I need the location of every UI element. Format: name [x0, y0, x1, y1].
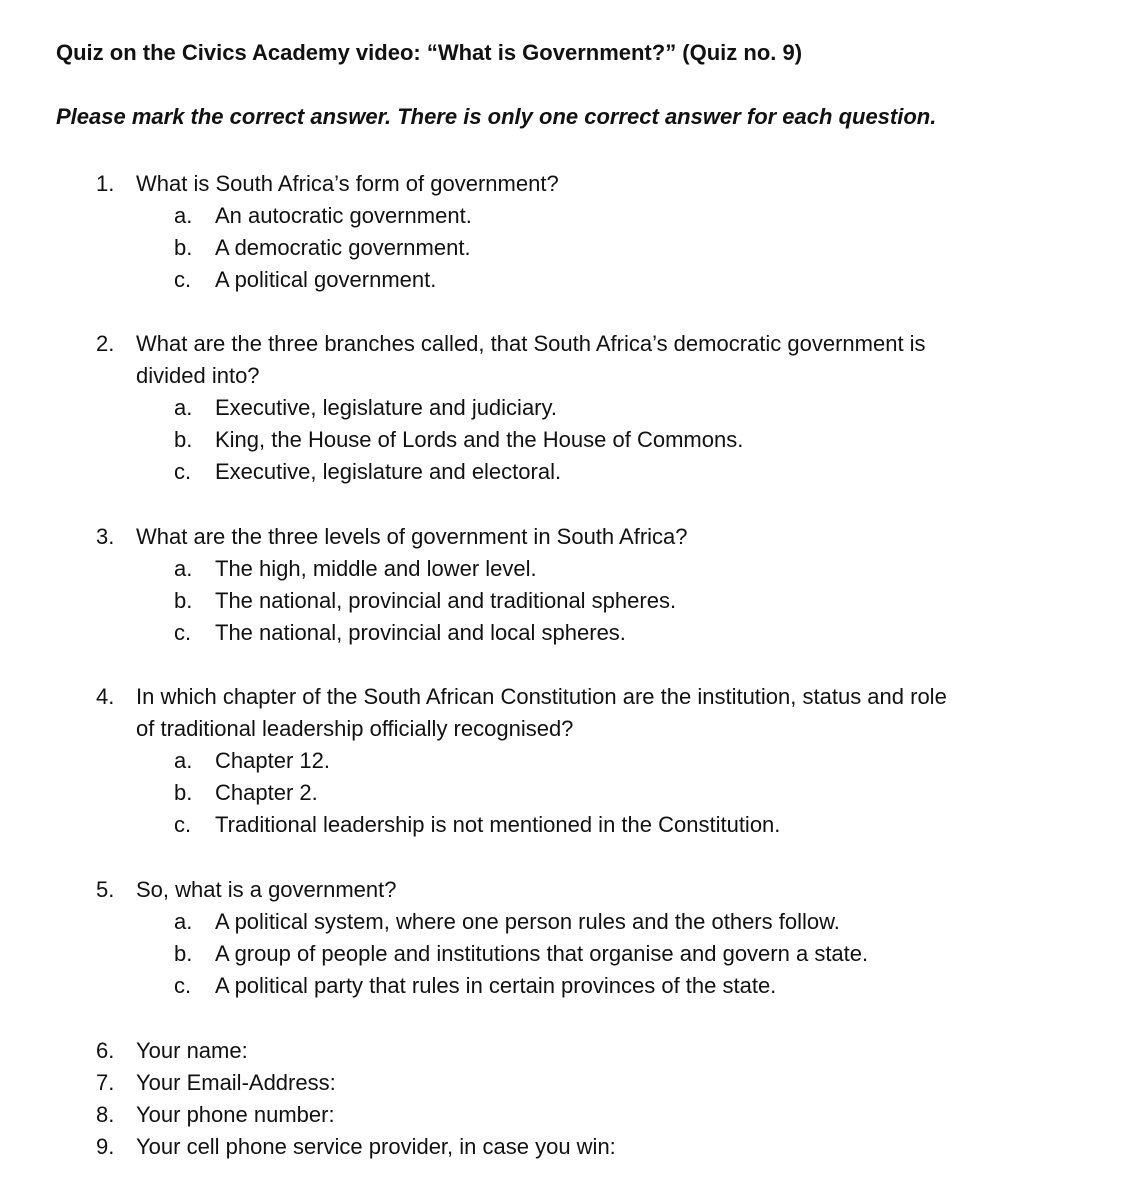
answer-option-b[interactable]	[0, 777, 1125, 809]
field-label: Your phone number:	[136, 1102, 335, 1127]
question-text: In which chapter of the South African Constitution are the institution, status and role	[136, 684, 947, 709]
question-text: So, what is a government?	[136, 877, 397, 902]
answer-option-c[interactable]	[0, 617, 1125, 649]
question-line	[0, 328, 1125, 360]
option-text: Chapter 2.	[215, 780, 318, 805]
question-3	[0, 521, 1125, 649]
option-text: A political government.	[215, 267, 437, 292]
option-letter: b.	[174, 588, 193, 613]
question-text: What is South Africa’s form of government?	[136, 171, 559, 196]
option-letter: a.	[174, 395, 193, 420]
answer-option-b[interactable]	[0, 232, 1125, 264]
question-number: 3.	[96, 524, 115, 549]
question-number: 5.	[96, 877, 115, 902]
question-line	[0, 874, 1125, 906]
quiz-instructions: Please mark the correct answer. There is only one correct answer for each question.	[56, 104, 937, 129]
question-line-continued	[0, 713, 1125, 745]
option-letter: c.	[174, 812, 192, 837]
option-text: Executive, legislature and judiciary.	[215, 395, 557, 420]
question-text: of traditional leadership officially recognised?	[136, 716, 574, 741]
question-text: What are the three levels of government in South Africa?	[136, 524, 688, 549]
option-text: A political party that rules in certain provinces of the state.	[215, 973, 777, 998]
question-2	[0, 328, 1125, 488]
option-letter: c.	[174, 459, 192, 484]
question-1	[0, 168, 1125, 296]
question-text: What are the three branches called, that South Africa’s democratic government is	[136, 331, 926, 356]
service-provider-field[interactable]	[0, 1131, 1125, 1163]
answer-option-c[interactable]	[0, 970, 1125, 1002]
answer-option-b[interactable]	[0, 424, 1125, 456]
option-text: A democratic government.	[215, 235, 471, 260]
option-text: A group of people and institutions that organise and govern a state.	[215, 941, 869, 966]
question-number: 1.	[96, 171, 115, 196]
answer-option-a[interactable]	[0, 906, 1125, 938]
option-letter: b.	[174, 780, 193, 805]
field-number: 8.	[96, 1102, 115, 1127]
option-letter: b.	[174, 941, 193, 966]
answer-option-a[interactable]	[0, 200, 1125, 232]
question-text: divided into?	[136, 363, 260, 388]
quiz-title: Quiz on the Civics Academy video: “What is Government?” (Quiz no. 9)	[56, 40, 803, 65]
option-text: Chapter 12.	[215, 748, 330, 773]
email-field[interactable]	[0, 1067, 1125, 1099]
field-number: 7.	[96, 1070, 115, 1095]
option-text: Traditional leadership is not mentioned in the Constitution.	[215, 812, 781, 837]
question-line	[0, 521, 1125, 553]
answer-option-a[interactable]	[0, 553, 1125, 585]
option-text: The national, provincial and local spheres.	[215, 620, 626, 645]
answer-option-a[interactable]	[0, 745, 1125, 777]
personal-info-list	[0, 1035, 1125, 1163]
option-letter: c.	[174, 620, 192, 645]
field-label: Your cell phone service provider, in case you win:	[136, 1134, 616, 1159]
question-4	[0, 681, 1125, 841]
option-text: The high, middle and lower level.	[215, 556, 537, 581]
option-text: King, the House of Lords and the House of Commons.	[215, 427, 744, 452]
answer-option-a[interactable]	[0, 392, 1125, 424]
field-number: 9.	[96, 1134, 115, 1159]
option-letter: b.	[174, 427, 193, 452]
question-line-continued	[0, 360, 1125, 392]
question-5	[0, 874, 1125, 1002]
option-letter: c.	[174, 973, 192, 998]
question-number: 2.	[96, 331, 115, 356]
answer-option-b[interactable]	[0, 938, 1125, 970]
option-letter: c.	[174, 267, 192, 292]
option-text: An autocratic government.	[215, 203, 472, 228]
option-letter: b.	[174, 235, 193, 260]
answer-option-c[interactable]	[0, 264, 1125, 296]
option-letter: a.	[174, 556, 193, 581]
answer-option-c[interactable]	[0, 809, 1125, 841]
option-letter: a.	[174, 748, 193, 773]
field-label: Your name:	[136, 1038, 248, 1063]
answer-option-c[interactable]	[0, 456, 1125, 488]
answer-option-b[interactable]	[0, 585, 1125, 617]
phone-number-field[interactable]	[0, 1099, 1125, 1131]
option-letter: a.	[174, 203, 193, 228]
name-field[interactable]	[0, 1035, 1125, 1067]
question-number: 4.	[96, 684, 115, 709]
field-label: Your Email-Address:	[136, 1070, 336, 1095]
option-text: The national, provincial and traditional spheres.	[215, 588, 677, 613]
option-text: Executive, legislature and electoral.	[215, 459, 562, 484]
option-letter: a.	[174, 909, 193, 934]
option-text: A political system, where one person rules and the others follow.	[215, 909, 840, 934]
question-line	[0, 681, 1125, 713]
field-number: 6.	[96, 1038, 115, 1063]
question-line	[0, 168, 1125, 200]
